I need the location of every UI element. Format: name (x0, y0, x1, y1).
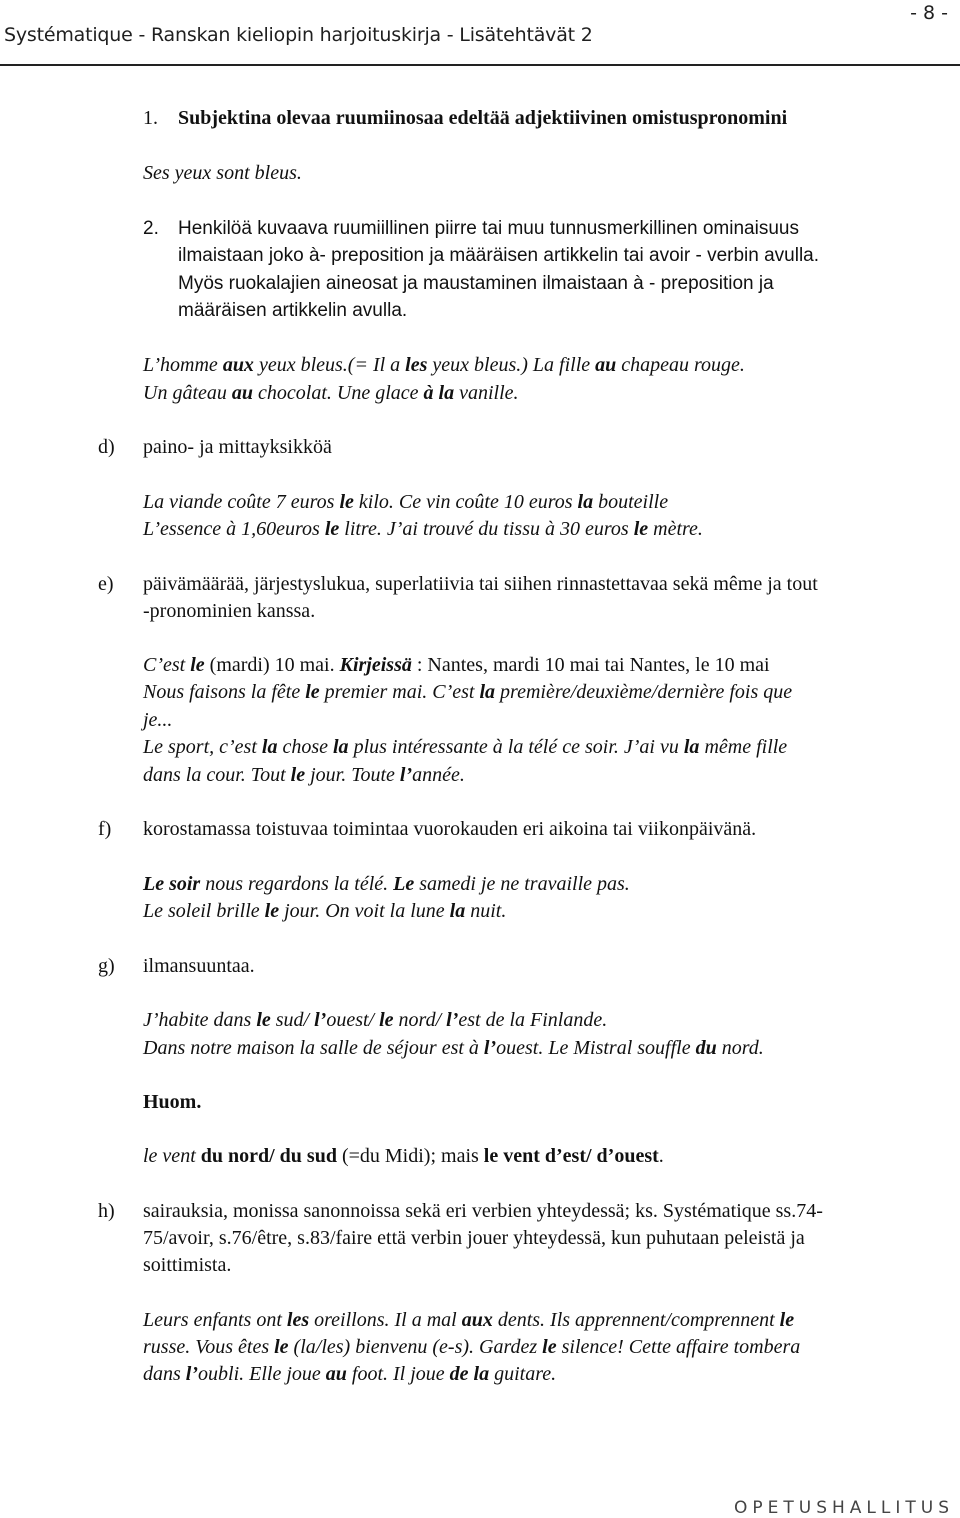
section-2-line-3: Myös ruokalajien aineosat ja maustaminen ilmaistaan à - preposition ja (178, 273, 774, 294)
section-e-example-2: Nous faisons la fête le premier mai. C’est la première/deuxième/dernière fois que (143, 681, 793, 703)
section-f-text: korostamassa toistuvaa toimintaa vuorokauden eri aikoina tai viikonpäivänä. (143, 818, 757, 840)
header-rule (0, 64, 960, 66)
section-f-example-2: Le soleil brille le jour. On voit la lune la nuit. (143, 900, 507, 922)
section-d-example-1: La viande coûte 7 euros le kilo. Ce vin coûte 10 euros la bouteille (143, 491, 669, 513)
section-e-example-5: dans la cour. Tout le jour. Toute l’année. (143, 764, 465, 786)
section-h-line-3: soittimista. (143, 1254, 232, 1276)
header-title: Systématique - Ranskan kieliopin harjoituskirja - Lisätehtävät 2 (4, 24, 593, 46)
section-f-example-1: Le soir nous regardons la télé. Le samedi je ne travaille pas. (143, 873, 630, 895)
section-h-example-3: dans l’oubli. Elle joue au foot. Il joue de la guitare. (143, 1363, 557, 1385)
section-d-text: paino- ja mittayksikköä (143, 436, 332, 458)
section-e-label: e) (98, 573, 114, 595)
section-d-label: d) (98, 436, 115, 458)
page-number: - 8 - (910, 2, 948, 24)
section-2-line-4: määräisen artikkelin avulla. (178, 300, 408, 321)
section-1-number: 1. (143, 107, 158, 129)
section-e-line-1: päivämäärää, järjestyslukua, superlatiivia tai siihen rinnastettavaa sekä même ja tout (143, 573, 818, 595)
section-g-example-2: Dans notre maison la salle de séjour est à l’ouest. Le Mistral souffle du nord. (143, 1037, 764, 1059)
section-h-example-1: Leurs enfants ont les oreillons. Il a mal aux dents. Ils apprennent/comprennent le (143, 1309, 795, 1331)
section-e-example-3: je... (143, 709, 173, 731)
section-2-line-1: Henkilöä kuvaava ruumiillinen piirre tai muu tunnusmerkillinen ominaisuus (178, 218, 799, 239)
section-h-line-1: sairauksia, monissa sanonnoissa sekä eri verbien yhteydessä; ks. Systématique ss.74- (143, 1200, 823, 1222)
footer-brand: OPETUSHALLITUS (734, 1498, 954, 1518)
section-g-example-1: J’habite dans le sud/ l’ouest/ le nord/ l’est de la Finlande. (143, 1009, 608, 1031)
section-2-line-2: ilmaistaan joko à- preposition ja määräisen artikkelin tai avoir - verbin avulla. (178, 245, 820, 266)
section-2-example-2: Un gâteau au chocolat. Une glace à la vanille. (143, 382, 519, 404)
section-d-example-2: L’essence à 1,60euros le litre. J’ai trouvé du tissu à 30 euros le mètre. (143, 518, 703, 540)
note-heading: Huom. (143, 1091, 202, 1113)
section-h-example-2: russe. Vous êtes le (la/les) bienvenu (e-s). Gardez le silence! Cette affaire tombera (143, 1336, 801, 1358)
section-f-label: f) (98, 818, 112, 840)
section-e-line-2: -pronominien kanssa. (143, 600, 316, 622)
section-g-example-3: le vent du nord/ du sud (=du Midi); mais le vent d’est/ d’ouest. (143, 1145, 664, 1167)
section-1-example: Ses yeux sont bleus. (143, 162, 302, 184)
section-h-line-2: 75/avoir, s.76/être, s.83/faire että verbin jouer yhteydessä, kun puhutaan peleistä ja (143, 1227, 805, 1249)
section-1-heading: Subjektina olevaa ruumiinosaa edeltää adjektiivinen omistuspronomini (178, 107, 788, 129)
section-g-label: g) (98, 955, 115, 977)
section-2-number: 2. (143, 218, 159, 239)
section-2-example-1: L’homme aux yeux bleus.(= Il a les yeux bleus.) La fille au chapeau rouge. (143, 354, 745, 376)
section-e-example-1: C’est le (mardi) 10 mai. Kirjeissä : Nantes, mardi 10 mai tai Nantes, le 10 mai (143, 654, 770, 676)
section-g-text: ilmansuuntaa. (143, 955, 255, 977)
section-e-example-4: Le sport, c’est la chose la plus intéressante à la télé ce soir. J’ai vu la même fille (143, 736, 788, 758)
section-h-label: h) (98, 1200, 115, 1222)
